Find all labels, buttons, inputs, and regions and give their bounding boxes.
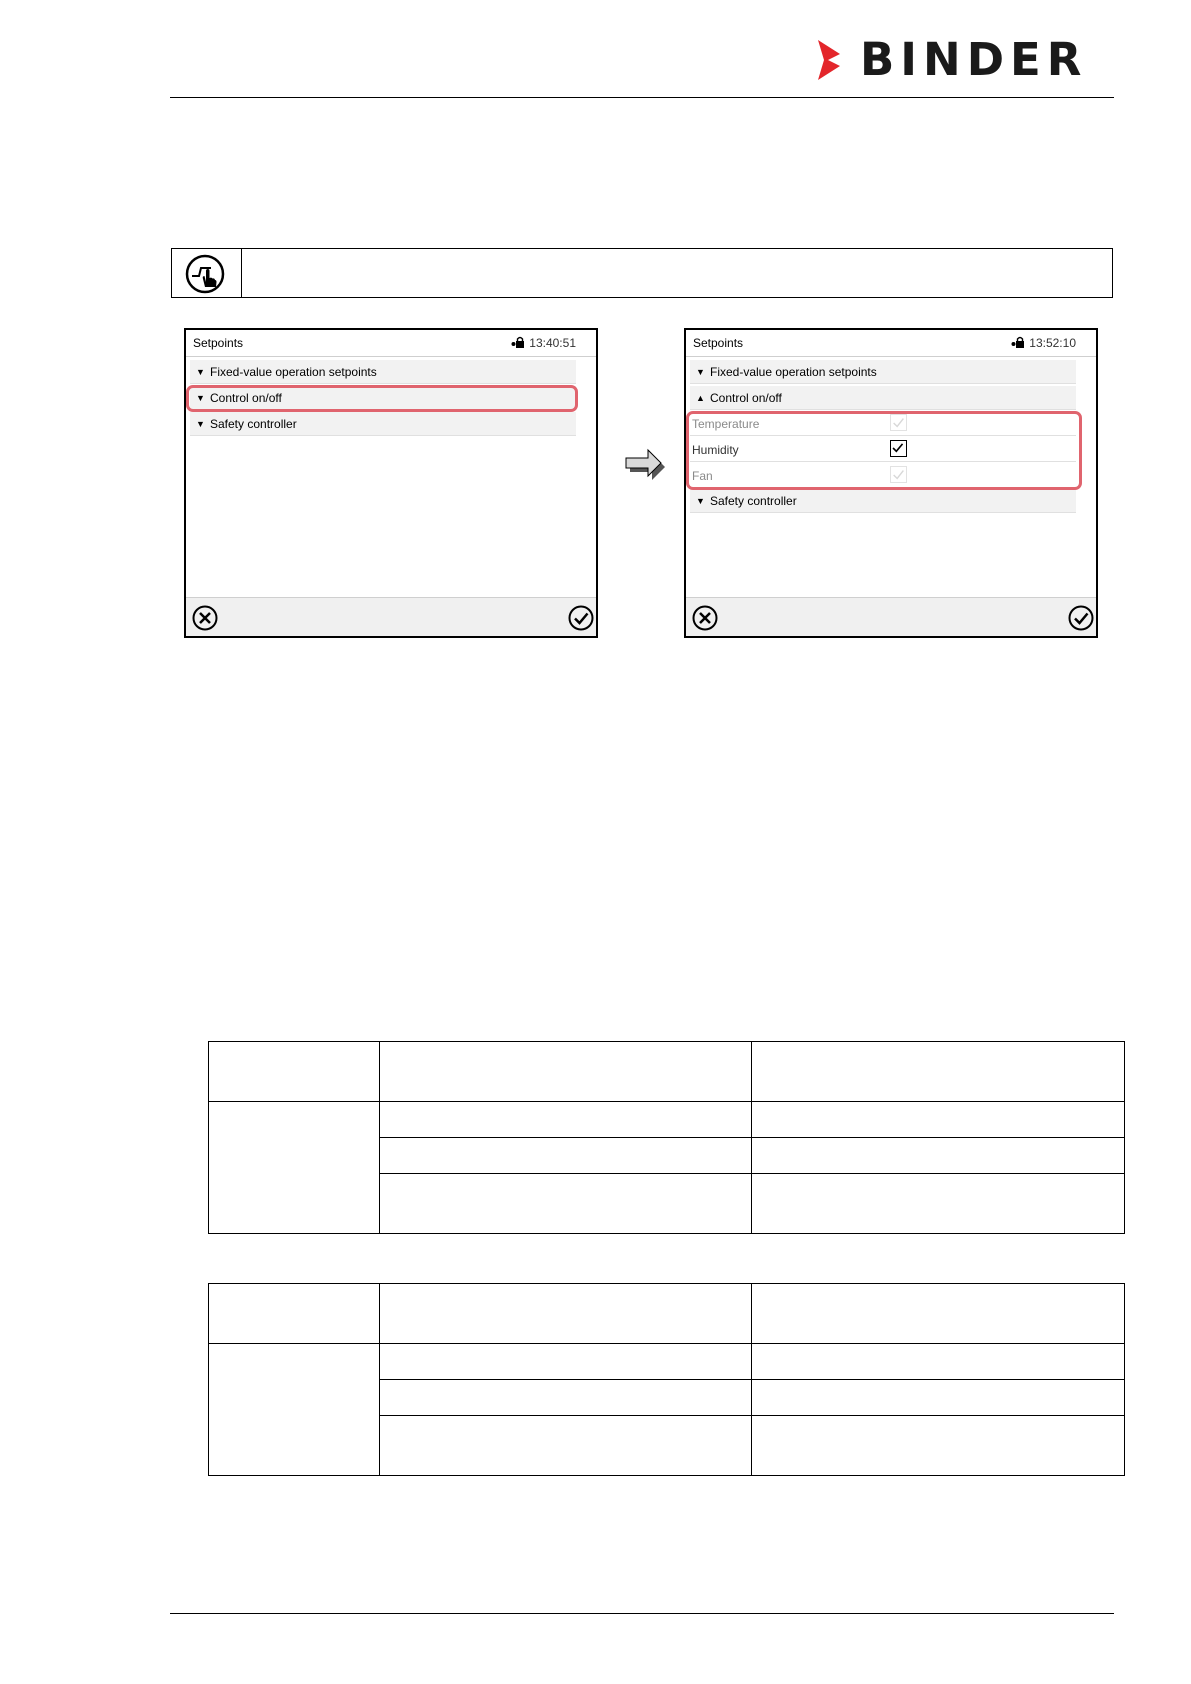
table-cell: [380, 1102, 752, 1138]
table-cell: [209, 1102, 380, 1234]
touch-menu-icon: [185, 254, 225, 294]
menu-item-fixed-value[interactable]: [690, 360, 1076, 384]
highlight-frame: [186, 385, 578, 412]
table-cell: [752, 1284, 1125, 1344]
table-cell: [752, 1102, 1125, 1138]
table-cell: [209, 1042, 380, 1102]
table-cell: [752, 1344, 1125, 1380]
right-arrow-icon: [624, 447, 666, 483]
instruction-icon-cell: [172, 249, 242, 297]
screen-title: Setpoints: [693, 336, 744, 350]
menu-item-safety-controller[interactable]: [190, 412, 576, 436]
table-cell: [380, 1380, 752, 1416]
screen-title: Setpoints: [193, 336, 244, 350]
table-cell: [380, 1174, 752, 1234]
header-rule: [170, 97, 1114, 98]
sub-item-label: Humidity: [692, 443, 739, 457]
table-cell: [209, 1344, 380, 1476]
sub-item-label: Temperature: [692, 417, 760, 431]
lock-icon: [511, 336, 525, 349]
table-cell: [380, 1042, 752, 1102]
menu-item-label: Control on/off: [210, 391, 282, 405]
sub-item-label: Fan: [692, 469, 713, 483]
footer-rule: [170, 1613, 1114, 1614]
menu-item-safety-controller[interactable]: [690, 489, 1076, 513]
menu-item-label: Fixed-value operation setpoints: [210, 365, 377, 379]
expand-down-icon: ▼: [196, 419, 205, 429]
table-cell: [752, 1416, 1125, 1476]
screen-time: 13:52:10: [1029, 336, 1076, 350]
table-cell: [752, 1174, 1125, 1234]
binder-logo-mark: [818, 40, 852, 80]
table-cell: [752, 1042, 1125, 1102]
confirm-check-icon[interactable]: [568, 605, 594, 631]
instruction-box: [171, 248, 1113, 298]
menu-item-fixed-value[interactable]: [190, 360, 576, 384]
lock-icon: [1011, 336, 1025, 349]
expand-down-icon: ▼: [696, 496, 705, 506]
table-cell: [752, 1138, 1125, 1174]
table-cell: [380, 1138, 752, 1174]
menu-item-label: Control on/off: [710, 391, 782, 405]
expand-down-icon: ▼: [196, 393, 205, 403]
settings-table-2: [208, 1283, 1125, 1476]
table-cell: [752, 1380, 1125, 1416]
binder-logo: [818, 33, 1114, 86]
table-cell: [380, 1344, 752, 1380]
cancel-circle-icon[interactable]: [192, 605, 218, 631]
table-cell: [209, 1284, 380, 1344]
screen-header: [186, 330, 596, 357]
menu-item-control-on-off[interactable]: [690, 386, 1076, 410]
screen-footer: [686, 597, 1096, 636]
menu-item-label: Safety controller: [710, 494, 797, 508]
highlight-frame: [686, 411, 1082, 490]
brand-name: BINDER: [860, 33, 1088, 86]
confirm-check-icon[interactable]: [1068, 605, 1094, 631]
collapse-up-icon: ▲: [696, 393, 705, 403]
cancel-circle-icon[interactable]: [692, 605, 718, 631]
table-cell: [380, 1416, 752, 1476]
expand-down-icon: ▼: [696, 367, 705, 377]
screen-header: [686, 330, 1096, 357]
setpoints-screen-before: [184, 328, 598, 638]
expand-down-icon: ▼: [196, 367, 205, 377]
screen-time: 13:40:51: [529, 336, 576, 350]
menu-item-label: Fixed-value operation setpoints: [710, 365, 877, 379]
setpoints-screen-after: [684, 328, 1098, 638]
settings-table-1: [208, 1041, 1125, 1234]
menu-item-label: Safety controller: [210, 417, 297, 431]
screen-footer: [186, 597, 596, 636]
table-cell: [380, 1284, 752, 1344]
